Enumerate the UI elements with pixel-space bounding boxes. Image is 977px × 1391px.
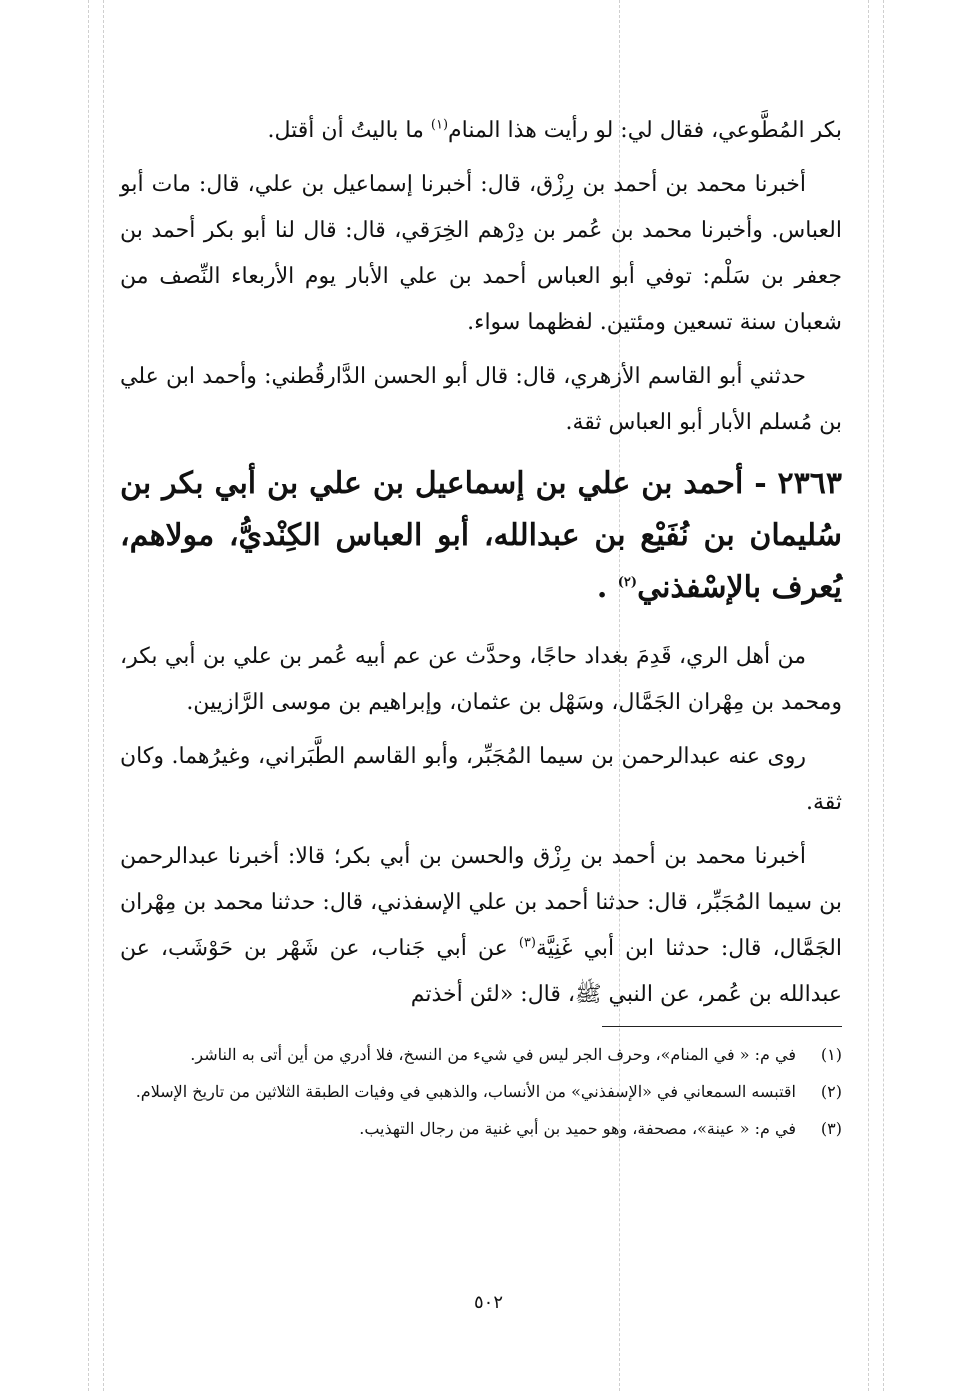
paragraph-text: ما باليتُ أن أقتل.: [267, 118, 431, 143]
paragraph: حدثني أبو القاسم الأزهري، قال: قال أبو الحسن الدَّارقُطني: وأحمد ابن علي بن مُسلم الأبار أبو العباس ثقة.: [120, 364, 842, 435]
scan-guide-line: [88, 0, 89, 1391]
page-number: ٥٠٢: [473, 1292, 503, 1313]
footnote: [120, 1115, 842, 1142]
entry-heading: [120, 458, 842, 614]
paragraph: روى عنه عبدالرحمن بن سيما المُجَبِّر، وأبو القاسم الطَّبَراني، وغيرُهما. وكان ثقة.: [120, 744, 842, 815]
scan-guide-line: [103, 0, 104, 1391]
footnote-number: (٣): [820, 1119, 842, 1138]
scan-guide-line: [868, 0, 869, 1391]
paragraph-text: أخبرنا محمد بن أحمد بن رِزْق والحسن بن أبي بكر؛ قالا: أخبرنا عبدالرحمن بن سيما المُجَبِّر، قال: حدثنا أحمد بن علي الإسفذني، قال: حدثنا محمد بن مِهْران الجَمَّال، قال: حدثنا ابن أبي غَنِيَّة: [120, 844, 842, 961]
paragraph: أخبرنا محمد بن أحمد بن رِزْق، قال: أخبرنا إسماعيل بن علي، قال: مات أبو العباس. وأخبرنا محمد بن عُمر بن دِرْهم الخِرَقي، قال: قال لنا أبو بكر أحمد بن جعفر بن سَلْم: توفي أبو العباس أحمد بن علي الأبار يوم الأربعاء النِّصف من شعبان سنة تسعين ومئتين. لفظهما سواء.: [120, 172, 842, 335]
footnote: [120, 1078, 842, 1105]
footnote-text: في م: « عينة»، مصحفة، وهو حميد بن أبي غنية من رجال التهذيب.: [359, 1119, 796, 1138]
footnote-reference: (٣): [518, 935, 536, 951]
footnote: [120, 1041, 842, 1068]
paragraph: من أهل الري، قَدِمَ بغداد حاجًا، وحدَّث عن عم أبيه عُمر بن علي بن أبي بكر، ومحمد بن مِهْران الجَمَّال، وسَهْل بن عثمان، وإبراهيم بن موسى الرَّازيين.: [120, 644, 842, 715]
heading-text: .: [596, 570, 618, 605]
footnote-separator: [602, 1026, 842, 1027]
heading-text: ٢٣٦٣ - أحمد بن علي بن إسماعيل بن علي بن أبي بكر بن سُليمان بن نُفَيْع بن عبدالله، أبو العباس الكِنْديُّ، مولاهم، يُعرف بالإسْفذني: [120, 466, 842, 605]
document-page: [120, 108, 842, 1152]
paragraph: [120, 108, 842, 154]
paragraph-text: عن أبي جَناب، عن شَهْر بن حَوْشَب، عن عبدالله بن عُمر، عن النبي ﷺ، قال: «لئن أخذتم: [120, 936, 842, 1007]
paragraph: [120, 834, 842, 1018]
footnote-text: في م: « في المنام»، وحرف الجر ليس في شيء من النسخ، فلا أدري من أين أتى به الناشر.: [190, 1045, 796, 1064]
footnote-reference: (١): [430, 117, 449, 133]
footnote-number: (٢): [820, 1082, 842, 1101]
paragraph-text: بكر المُطَّوعي، فقال لي: لو رأيت هذا المنام: [448, 118, 842, 143]
scan-guide-line: [883, 0, 884, 1391]
footnote-reference: (٢): [617, 575, 638, 590]
footnote-text: اقتبسه السمعاني في «الإسفذني» من الأنساب، والذهبي في وفيات الطبقة الثلاثين من تاريخ الإسلام.: [135, 1082, 796, 1101]
footnote-number: (١): [820, 1045, 842, 1064]
